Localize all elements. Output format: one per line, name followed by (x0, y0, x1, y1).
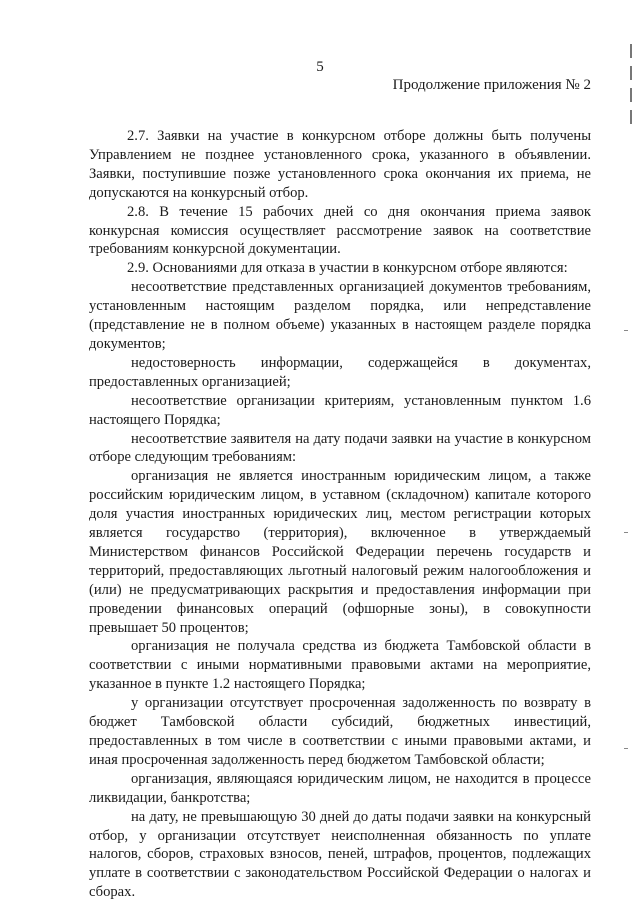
requirement-item: на дату, не превышающую 30 дней до даты подачи заявки на конкурсный отбор, у организации отсутствует неисполненная обязанность по уплате налогов, сборов, страховых взносов, пеней, штрафов, процентов, подлежащих уплате в соответствии с законодательством Российской Федерации о налогах и сборах. (89, 808, 591, 901)
scan-mark (624, 532, 628, 533)
scan-margin-marks (628, 40, 634, 220)
refusal-reason-item: несоответствие заявителя на дату подачи заявки на участие в конкурсном отборе следующим требованиям: (89, 430, 591, 466)
requirement-item: организация не получала средства из бюджета Тамбовской области в соответствии с иными нормативными правовыми актами на мероприятие, указанное в пункте 1.2 настоящего Порядка; (89, 638, 591, 693)
paragraph-2-7: 2.7. Заявки на участие в конкурсном отборе должны быть получены Управлением не позднее установленного срока, указанного в объявлении. Заявки, поступившие позже установленного срока окончания их приема, не допускаются на конкурсный отбор. (89, 128, 591, 201)
page-number: 5 (316, 59, 324, 75)
scan-mark (624, 330, 628, 331)
scan-mark (630, 88, 632, 102)
scan-mark (630, 110, 632, 124)
paragraph-2-8: 2.8. В течение 15 рабочих дней со дня окончания приема заявок конкурсная комиссия осуществляет рассмотрение заявок на соответствие требованиям конкурсной документации. (89, 203, 591, 258)
paragraph-2-9: 2.9. Основаниями для отказа в участии в конкурсном отборе являются: (127, 260, 568, 277)
refusal-reason-item: несоответствие представленных организацией документов требованиям, установленным настоящим разделом порядка, или непредставление (представление не в полном объеме) указанных в настоящем разделе порядка документов; (89, 279, 591, 352)
requirement-item: у организации отсутствует просроченная задолженность по возврату в бюджет Тамбовской области субсидий, бюджетных инвестиций, предоставленных в том числе в соответствии с иными правовыми актами, и иная просроченная задолженность перед бюджетом Тамбовской области; (89, 695, 591, 768)
scan-mark (630, 66, 632, 80)
refusal-reason-item: недостоверность информации, содержащейся в документах, предоставленных организацией; (89, 354, 591, 390)
requirement-item: организация не является иностранным юридическим лицом, а также российским юридическим лицом, в уставном (складочном) капитале которого доля участия иностранных юридических лиц, местом регистрации которых является государство (территория), включенное в утверждаемый Министерством финансов Российской Федерации перечень государств и территорий, предоставляющих льготный налоговый режим налогообложения и (или) не предусматривающих раскрытия и предоставления информации при проведении финансовых операций (офшорные зоны), в совокупности превышает 50 процентов; (89, 468, 591, 636)
requirement-item: организация, являющаяся юридическим лицом, не находится в процессе ликвидации, банкротства; (89, 770, 591, 806)
refusal-reason-item: несоответствие организации критериям, установленным пунктом 1.6 настоящего Порядка; (89, 392, 591, 428)
scan-mark (630, 44, 632, 58)
document-body (89, 127, 591, 902)
appendix-continuation: Продолжение приложения № 2 (392, 77, 591, 93)
scan-mark (624, 748, 628, 749)
